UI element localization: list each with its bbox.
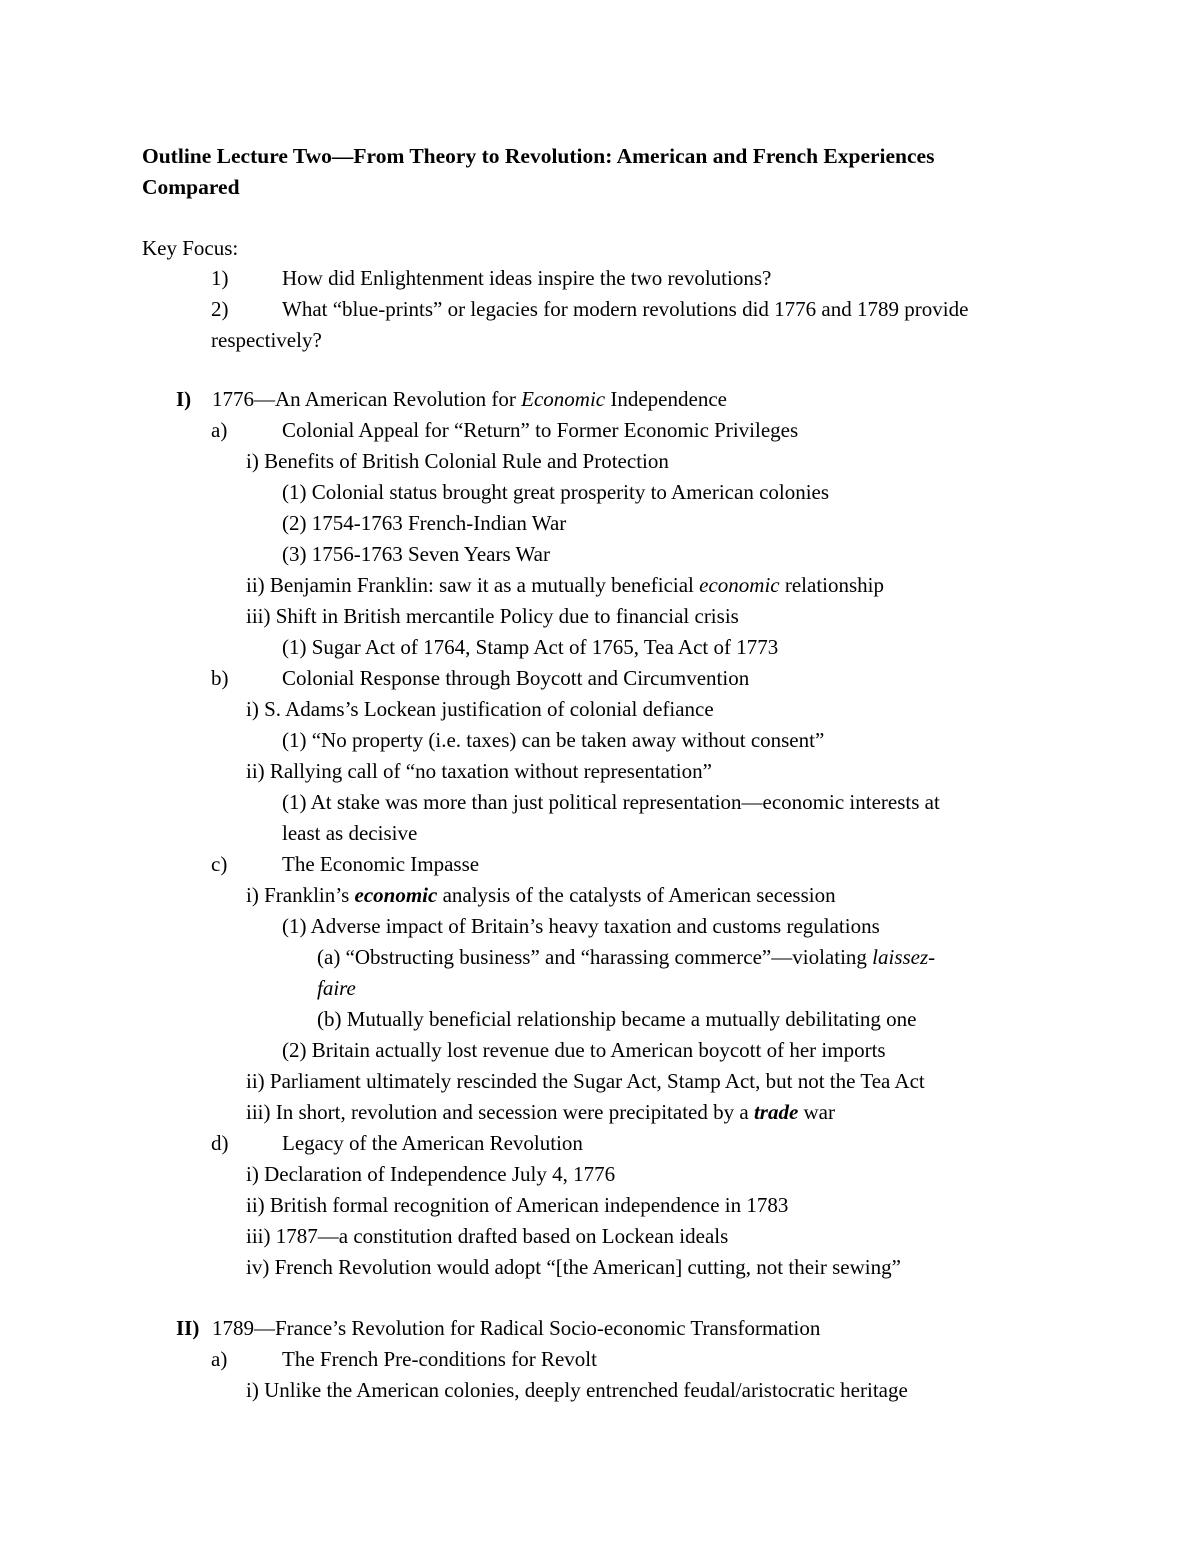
section-2-marker: II) [176, 1316, 200, 1340]
section-1a-i: i) Benefits of British Colonial Rule and Protection [246, 449, 669, 473]
section-1a-iii: iii) Shift in British mercantile Policy due to financial crisis [246, 604, 739, 628]
section-2a-i: i) Unlike the American colonies, deeply entrenched feudal/aristocratic heritage [246, 1378, 908, 1402]
key-focus-item-1: How did Enlightenment ideas inspire the two revolutions? [282, 266, 772, 290]
section-1d-heading: Legacy of the American Revolution [282, 1131, 583, 1155]
key-focus-item-2-continued: respectively? [211, 328, 322, 352]
section-1a-ii: ii) Benjamin Franklin: saw it as a mutually beneficial economic relationship [246, 573, 885, 597]
document-title-continued: Compared [142, 175, 240, 199]
section-2a-marker: a) [211, 1347, 228, 1371]
section-1c-i-1-a-continued: faire [317, 976, 356, 1000]
section-1a-i-3: (3) 1756-1763 Seven Years War [282, 542, 550, 566]
section-1a-iii-1: (1) Sugar Act of 1764, Stamp Act of 1765, Tea Act of 1773 [282, 635, 779, 659]
document-title: Outline Lecture Two—From Theory to Revolution: American and French Experiences [142, 144, 935, 168]
section-1b-ii-1: (1) At stake was more than just political representation—economic interests at [282, 790, 940, 814]
section-1b-ii-1-continued: least as decisive [282, 821, 418, 845]
section-1b-ii: ii) Rallying call of “no taxation without representation” [246, 759, 712, 783]
section-1c-marker: c) [211, 852, 228, 876]
section-1d-item: iv) French Revolution would adopt “[the American] cutting, not their sewing” [246, 1255, 901, 1279]
section-1c-i-1-a: (a) “Obstructing business” and “harassing commerce”—violating laissez- [317, 945, 936, 969]
section-1d-marker: d) [211, 1131, 229, 1155]
section-1c-heading: The Economic Impasse [282, 852, 480, 876]
section-1-heading: 1776—An American Revolution for Economic Independence [212, 387, 727, 411]
section-2-heading: 1789—France’s Revolution for Radical Socio-economic Transformation [212, 1316, 821, 1340]
section-1-marker: I) [176, 387, 192, 411]
section-1b-i: i) S. Adams’s Lockean justification of colonial defiance [246, 697, 714, 721]
key-focus-marker-2: 2) [211, 297, 229, 321]
section-2a-heading: The French Pre-conditions for Revolt [282, 1347, 597, 1371]
section-1d-item: i) Declaration of Independence July 4, 1776 [246, 1162, 616, 1186]
section-1a-heading: Colonial Appeal for “Return” to Former Economic Privileges [282, 418, 799, 442]
key-focus-marker-1: 1) [211, 266, 229, 290]
section-1a-i-1: (1) Colonial status brought great prosperity to American colonies [282, 480, 830, 504]
section-1a-marker: a) [211, 418, 228, 442]
section-1b-heading: Colonial Response through Boycott and Circumvention [282, 666, 750, 690]
key-focus-item-2: What “blue-prints” or legacies for modern revolutions did 1776 and 1789 provide [282, 297, 969, 321]
key-focus-label: Key Focus: [142, 236, 239, 260]
section-1b-i-1: (1) “No property (i.e. taxes) can be taken away without consent” [282, 728, 825, 752]
section-1d-item: ii) British formal recognition of American independence in 1783 [246, 1193, 789, 1217]
section-1c-i-1: (1) Adverse impact of Britain’s heavy taxation and customs regulations [282, 914, 880, 938]
section-1d-item: iii) 1787—a constitution drafted based on Lockean ideals [246, 1224, 729, 1248]
section-1a-i-2: (2) 1754-1763 French-Indian War [282, 511, 567, 535]
section-1c-i: i) Franklin’s economic analysis of the catalysts of American secession [246, 883, 836, 907]
section-1c-ii: ii) Parliament ultimately rescinded the Sugar Act, Stamp Act, but not the Tea Act [246, 1069, 925, 1093]
section-1c-i-2: (2) Britain actually lost revenue due to American boycott of her imports [282, 1038, 886, 1062]
section-1c-iii: iii) In short, revolution and secession were precipitated by a trade war [246, 1100, 835, 1124]
section-1b-marker: b) [211, 666, 229, 690]
section-1c-i-1-b: (b) Mutually beneficial relationship became a mutually debilitating one [317, 1007, 917, 1031]
